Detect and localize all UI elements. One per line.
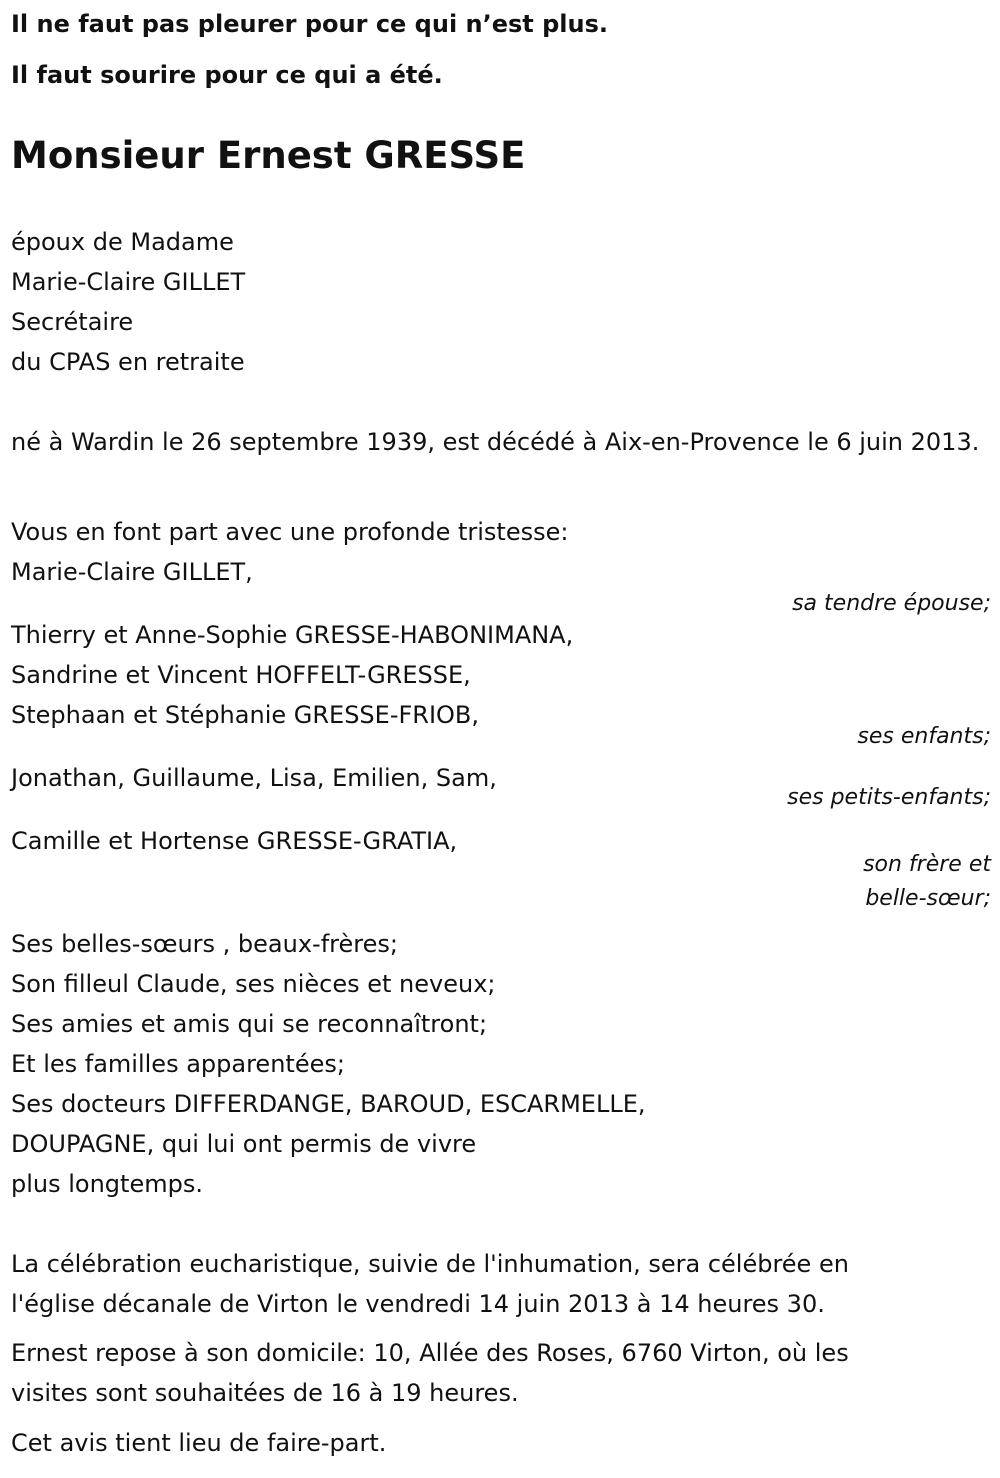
intro-text: Vous en font part avec une profonde tristesse:: [11, 518, 569, 546]
family-group-grandchildren: [11, 758, 991, 814]
family-name-line: Camille et Hortense GRESSE-GRATIA,: [11, 827, 458, 855]
celebration-line: La célébration eucharistique, suivie de l'inhumation, sera célébrée en: [11, 1250, 849, 1278]
family-role: belle-sœur;: [865, 886, 991, 911]
detail-line: Marie-Claire GILLET: [11, 268, 246, 296]
birth-death-statement: [11, 422, 991, 462]
other-line: Ses belles-sœurs , beaux-frères;: [11, 930, 398, 958]
ceremony-notice: [11, 1423, 991, 1463]
other-line: Ses amies et amis qui se reconnaîtront;: [11, 1010, 488, 1038]
family-role: ses petits-enfants;: [787, 785, 991, 810]
other-line: Et les familles apparentées;: [11, 1050, 345, 1078]
family-group-spouse: [11, 552, 991, 620]
deceased-details: [11, 222, 991, 382]
rest-line: visites sont souhaitées de 16 à 19 heures.: [11, 1379, 519, 1407]
family-name-line: Stephaan et Stéphanie GRESSE-FRIOB,: [11, 701, 480, 729]
quote-line-2: Il faut sourire pour ce qui a été.: [11, 61, 443, 89]
other-line: DOUPAGNE, qui lui ont permis de vivre: [11, 1130, 477, 1158]
birth-death-text: né à Wardin le 26 septembre 1939, est décédé à Aix-en-Provence le 6 juin 2013.: [11, 428, 980, 456]
other-line: Ses docteurs DIFFERDANGE, BAROUD, ESCARMELLE,: [11, 1090, 646, 1118]
celebration-line: l'église décanale de Virton le vendredi 14 juin 2013 à 14 heures 30.: [11, 1290, 825, 1318]
notice-text: Cet avis tient lieu de faire-part.: [11, 1429, 387, 1457]
other-line: Son filleul Claude, ses nièces et neveux;: [11, 970, 496, 998]
other-line: plus longtemps.: [11, 1170, 203, 1198]
detail-line: époux de Madame: [11, 228, 234, 256]
family-role: ses enfants;: [857, 724, 991, 749]
rest-line: Ernest repose à son domicile: 10, Allée des Roses, 6760 Virton, où les: [11, 1339, 849, 1367]
quote-line-1: Il ne faut pas pleurer pour ce qui n’est plus.: [11, 10, 609, 38]
family-role: sa tendre épouse;: [792, 591, 991, 616]
deceased-name: Monsieur Ernest GRESSE: [11, 134, 526, 177]
family-name-line: Thierry et Anne-Sophie GRESSE-HABONIMANA,: [11, 621, 574, 649]
family-group-children: [11, 615, 991, 753]
family-name-line: Marie-Claire GILLET,: [11, 558, 253, 586]
ceremony-celebration: [11, 1244, 991, 1324]
family-name-line: Sandrine et Vincent HOFFELT-GRESSE,: [11, 661, 471, 689]
detail-line: Secrétaire: [11, 308, 134, 336]
other-relatives: [11, 924, 991, 1204]
ceremony-rest: [11, 1333, 991, 1413]
family-name-line: Jonathan, Guillaume, Lisa, Emilien, Sam,: [11, 764, 497, 792]
detail-line: du CPAS en retraite: [11, 348, 245, 376]
announcement-intro: [11, 512, 991, 552]
family-role: son frère et: [863, 852, 991, 877]
family-group-siblings: [11, 821, 991, 915]
